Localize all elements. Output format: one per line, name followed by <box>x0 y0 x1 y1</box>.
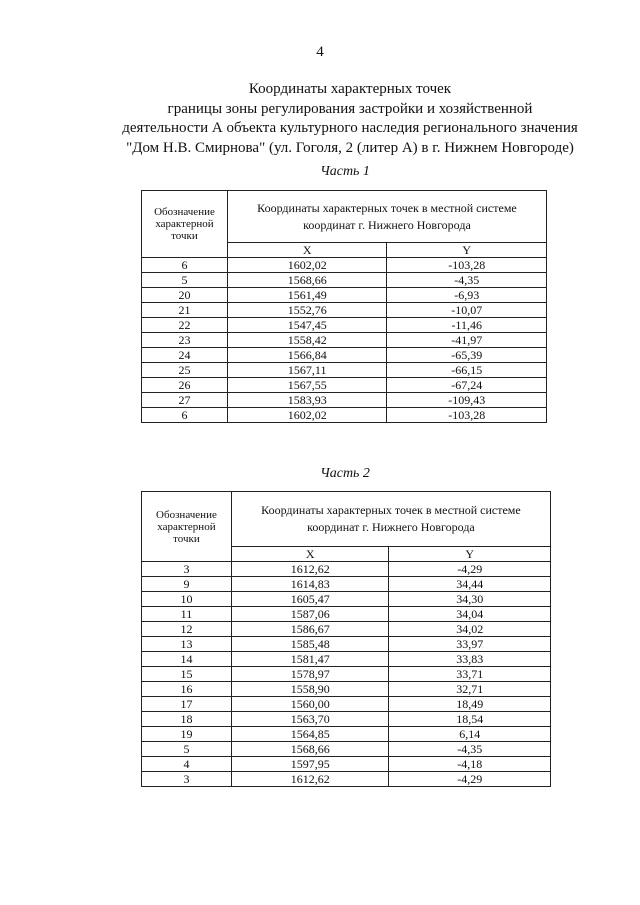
point-cell: 26 <box>142 378 228 393</box>
table-row <box>142 303 547 318</box>
title-line-3: деятельности А объекта культурного наследия регионального значения <box>122 120 578 136</box>
table-row <box>142 378 547 393</box>
point-cell: 22 <box>142 318 228 333</box>
y-cell: 34,44 <box>389 577 551 592</box>
table-row <box>142 363 547 378</box>
y-cell: -66,15 <box>387 363 547 378</box>
x-cell: 1585,48 <box>231 637 389 652</box>
title-line-2: границы зоны регулирования застройки и хозяйственной <box>167 100 533 117</box>
point-cell: 5 <box>142 742 232 757</box>
table-row <box>142 697 551 712</box>
x-cell: 1563,70 <box>231 712 389 727</box>
point-cell: 14 <box>142 652 232 667</box>
y-cell: -4,35 <box>387 273 547 288</box>
table-row <box>142 622 551 637</box>
part2-caption: Часть 2 <box>320 466 370 481</box>
y-cell: -103,28 <box>387 408 547 423</box>
y-cell: -6,93 <box>387 288 547 303</box>
x-cell: 1552,76 <box>227 303 387 318</box>
y-cell: -4,35 <box>389 742 551 757</box>
y-cell: -11,46 <box>387 318 547 333</box>
x-cell: 1558,90 <box>231 682 389 697</box>
table-row <box>142 258 547 273</box>
x-cell: 1602,02 <box>227 408 387 423</box>
y-cell: -10,07 <box>387 303 547 318</box>
x-cell: 1586,67 <box>231 622 389 637</box>
y-cell: 34,30 <box>389 592 551 607</box>
y-cell: 33,83 <box>389 652 551 667</box>
point-cell: 11 <box>142 607 232 622</box>
y-cell: 33,71 <box>389 667 551 682</box>
table-row <box>142 667 551 682</box>
y-cell: -103,28 <box>387 258 547 273</box>
header-x: X <box>227 243 387 258</box>
y-cell: 18,54 <box>389 712 551 727</box>
x-cell: 1568,66 <box>231 742 389 757</box>
point-cell: 10 <box>142 592 232 607</box>
x-cell: 1612,62 <box>231 772 389 787</box>
coordinates-table-part1 <box>141 190 547 423</box>
part1-caption: Часть 1 <box>320 164 370 179</box>
title-line-4: "Дом Н.В. Смирнова" (ул. Гоголя, 2 (литер А) в г. Нижнем Новгороде) <box>126 139 574 156</box>
page-number: 4 <box>316 44 324 60</box>
point-cell: 27 <box>142 393 228 408</box>
point-cell: 3 <box>142 772 232 787</box>
point-cell: 3 <box>142 562 232 577</box>
point-cell: 13 <box>142 637 232 652</box>
point-cell: 5 <box>142 273 228 288</box>
header-y: Y <box>389 547 551 562</box>
header-coordinate-system: Координаты характерных точек в местной системе координат г. Нижнего Новгорода <box>227 191 546 243</box>
x-cell: 1561,49 <box>227 288 387 303</box>
x-cell: 1567,11 <box>227 363 387 378</box>
table-row <box>142 393 547 408</box>
point-cell: 17 <box>142 697 232 712</box>
x-cell: 1558,42 <box>227 333 387 348</box>
point-cell: 19 <box>142 727 232 742</box>
y-cell: -4,18 <box>389 757 551 772</box>
table-row <box>142 742 551 757</box>
x-cell: 1547,45 <box>227 318 387 333</box>
point-cell: 9 <box>142 577 232 592</box>
point-cell: 15 <box>142 667 232 682</box>
y-cell: -109,43 <box>387 393 547 408</box>
point-cell: 6 <box>142 258 228 273</box>
x-cell: 1587,06 <box>231 607 389 622</box>
x-cell: 1566,84 <box>227 348 387 363</box>
point-cell: 12 <box>142 622 232 637</box>
table-row <box>142 333 547 348</box>
y-cell: -4,29 <box>389 562 551 577</box>
table-body <box>142 562 551 787</box>
y-cell: -67,24 <box>387 378 547 393</box>
x-cell: 1560,00 <box>231 697 389 712</box>
table-row <box>142 712 551 727</box>
x-cell: 1578,97 <box>231 667 389 682</box>
x-cell: 1567,55 <box>227 378 387 393</box>
point-cell: 21 <box>142 303 228 318</box>
point-cell: 18 <box>142 712 232 727</box>
table-body <box>142 258 547 423</box>
y-cell: -41,97 <box>387 333 547 348</box>
y-cell: -65,39 <box>387 348 547 363</box>
y-cell: 18,49 <box>389 697 551 712</box>
header-point-designation: Обозначение характерной точки <box>142 191 228 258</box>
table-row <box>142 408 547 423</box>
table-row <box>142 592 551 607</box>
table-row <box>142 637 551 652</box>
x-cell: 1564,85 <box>231 727 389 742</box>
y-cell: 6,14 <box>389 727 551 742</box>
y-cell: 34,04 <box>389 607 551 622</box>
y-cell: 33,97 <box>389 637 551 652</box>
point-cell: 4 <box>142 757 232 772</box>
title-line-1: Координаты характерных точек <box>248 81 452 97</box>
document-title <box>60 80 640 158</box>
point-cell: 25 <box>142 363 228 378</box>
table-row <box>142 772 551 787</box>
x-cell: 1583,93 <box>227 393 387 408</box>
table-row <box>142 577 551 592</box>
x-cell: 1602,02 <box>227 258 387 273</box>
point-cell: 16 <box>142 682 232 697</box>
x-cell: 1581,47 <box>231 652 389 667</box>
table-row <box>142 273 547 288</box>
point-cell: 6 <box>142 408 228 423</box>
x-cell: 1605,47 <box>231 592 389 607</box>
table-row <box>142 727 551 742</box>
point-cell: 24 <box>142 348 228 363</box>
x-cell: 1612,62 <box>231 562 389 577</box>
point-cell: 20 <box>142 288 228 303</box>
y-cell: 34,02 <box>389 622 551 637</box>
header-point-designation: Обозначение характерной точки <box>142 492 232 562</box>
table-row <box>142 318 547 333</box>
table-row <box>142 652 551 667</box>
table-row <box>142 757 551 772</box>
table-row <box>142 562 551 577</box>
header-x: X <box>231 547 389 562</box>
point-cell: 23 <box>142 333 228 348</box>
table-row <box>142 348 547 363</box>
table-row <box>142 288 547 303</box>
header-y: Y <box>387 243 547 258</box>
y-cell: -4,29 <box>389 772 551 787</box>
header-coordinate-system: Координаты характерных точек в местной системе координат г. Нижнего Новгорода <box>231 492 550 547</box>
x-cell: 1568,66 <box>227 273 387 288</box>
table-row <box>142 682 551 697</box>
x-cell: 1614,83 <box>231 577 389 592</box>
coordinates-table-part2 <box>141 491 551 787</box>
y-cell: 32,71 <box>389 682 551 697</box>
x-cell: 1597,95 <box>231 757 389 772</box>
table-row <box>142 607 551 622</box>
